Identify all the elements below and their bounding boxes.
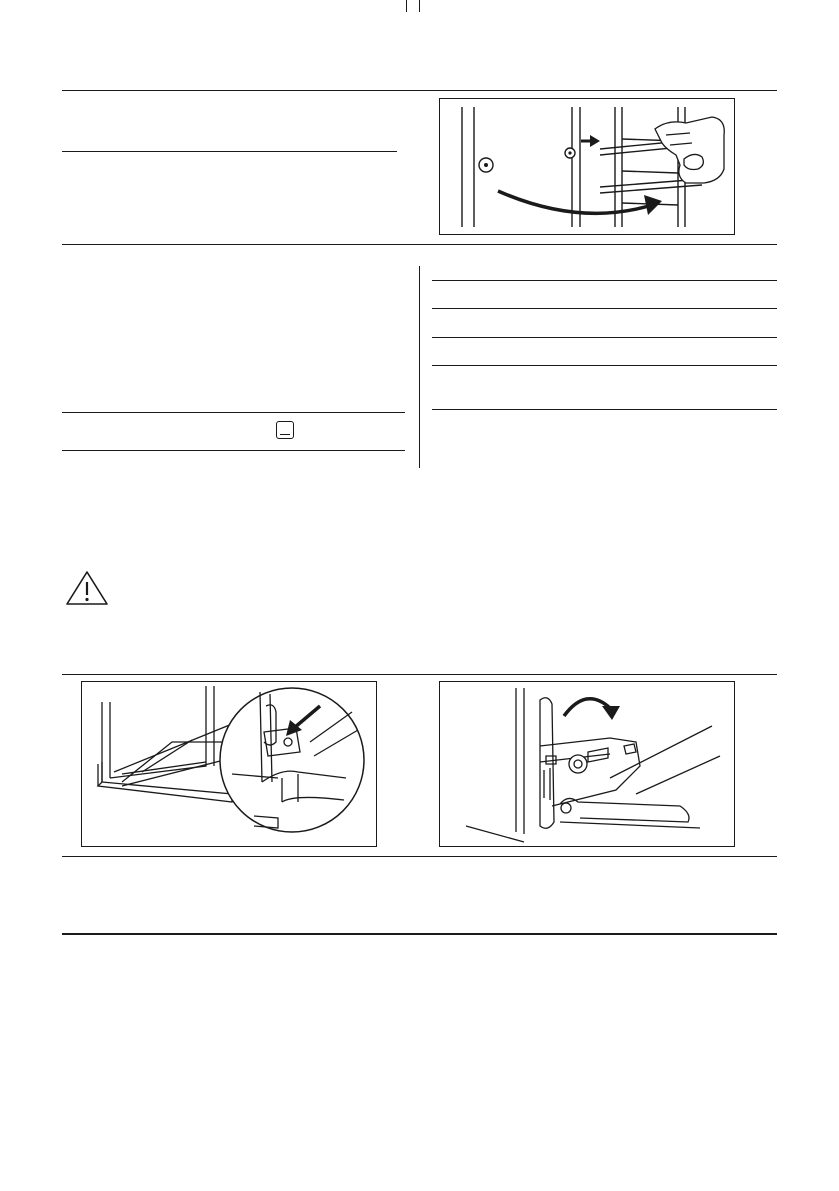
hinge-lever-rotate-figure — [439, 681, 735, 847]
table-rule-3 — [432, 337, 777, 338]
door-hinge-lever-illustration-icon — [82, 682, 376, 846]
left-table-rule-top — [62, 412, 405, 413]
oven-function-icon — [276, 421, 294, 439]
warning-triangle-icon — [65, 570, 109, 606]
left-table-rule-bottom — [62, 450, 405, 451]
crop-mark-right — [419, 0, 420, 12]
column-divider — [419, 266, 420, 468]
section-rule-middle — [62, 244, 777, 245]
hinge-lever-figure — [81, 681, 377, 847]
table-rule-4 — [432, 365, 777, 366]
table-rule-2 — [432, 308, 777, 309]
crop-mark-left — [406, 0, 407, 12]
section-rule-lower — [62, 856, 777, 857]
shelf-support-removal-figure — [439, 98, 735, 235]
table-rule-1 — [432, 280, 777, 281]
table-rule-5 — [432, 409, 777, 410]
section-rule-bottom — [62, 933, 777, 935]
heading-underline — [62, 151, 397, 152]
door-hinge-lever-rotate-illustration-icon — [440, 682, 734, 846]
section-rule-hinges — [62, 674, 777, 675]
shelf-support-removal-icon — [440, 99, 734, 234]
section-rule-top — [62, 90, 777, 91]
